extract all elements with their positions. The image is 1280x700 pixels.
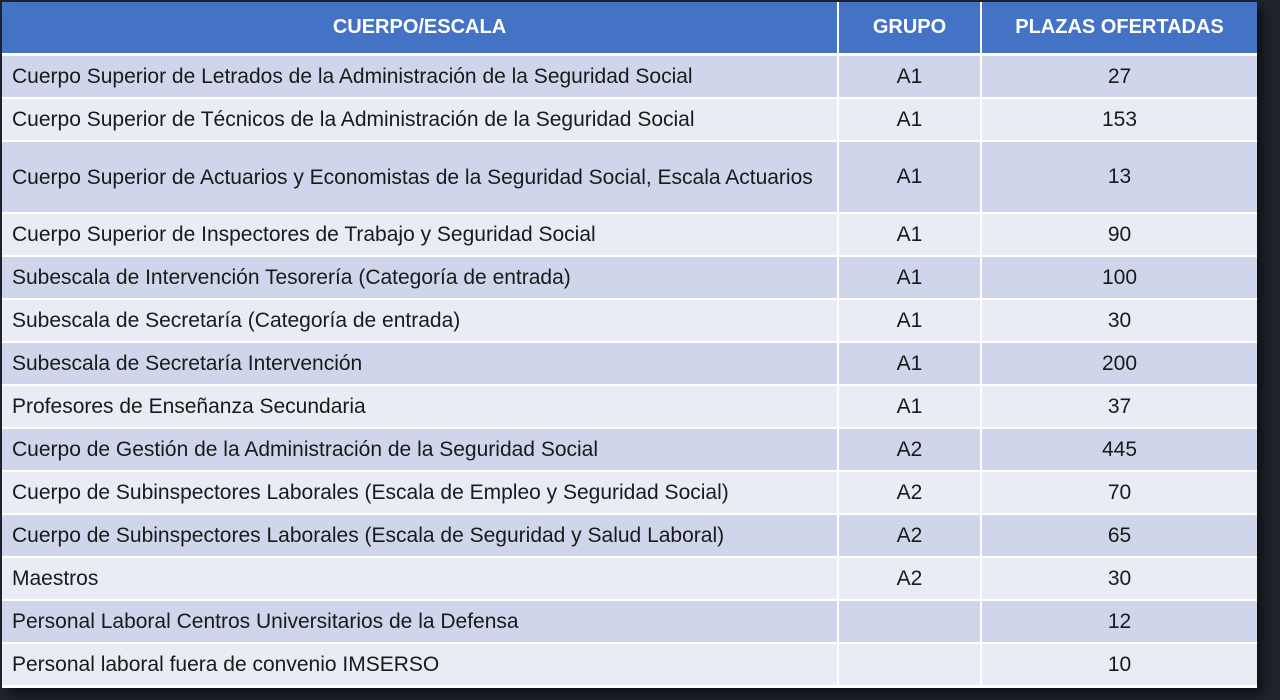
header-cuerpo-escala: CUERPO/ESCALA: [2, 2, 838, 55]
table-row: [2, 256, 1257, 299]
cell-cuerpo: Cuerpo Superior de Inspectores de Trabajo y Seguridad Social: [2, 213, 838, 256]
cell-cuerpo: Subescala de Secretaría Intervención: [2, 342, 838, 385]
cell-plazas: 90: [981, 213, 1257, 256]
cell-grupo: A2: [838, 557, 981, 600]
table-row: [2, 299, 1257, 342]
cell-plazas: 30: [981, 557, 1257, 600]
positions-table: [2, 2, 1257, 687]
cell-grupo: A1: [838, 213, 981, 256]
cell-plazas: 200: [981, 342, 1257, 385]
cell-plazas: 100: [981, 256, 1257, 299]
cell-cuerpo: Cuerpo de Subinspectores Laborales (Escala de Empleo y Seguridad Social): [2, 471, 838, 514]
cell-cuerpo: Subescala de Secretaría (Categoría de entrada): [2, 299, 838, 342]
cell-grupo: A1: [838, 385, 981, 428]
table-header-row: [2, 2, 1257, 55]
table-row: [2, 514, 1257, 557]
cell-cuerpo: Subescala de Intervención Tesorería (Categoría de entrada): [2, 256, 838, 299]
header-grupo: GRUPO: [838, 2, 981, 55]
cell-grupo: A1: [838, 256, 981, 299]
cell-grupo: A1: [838, 141, 981, 213]
cell-grupo: A2: [838, 514, 981, 557]
cell-grupo: A1: [838, 98, 981, 141]
cell-cuerpo: Maestros: [2, 557, 838, 600]
cell-plazas: 445: [981, 428, 1257, 471]
cell-cuerpo: Cuerpo Superior de Letrados de la Administración de la Seguridad Social: [2, 55, 838, 99]
cell-cuerpo: Personal Laboral Centros Universitarios de la Defensa: [2, 600, 838, 643]
cell-cuerpo: Personal laboral fuera de convenio IMSERSO: [2, 643, 838, 686]
table-row: [2, 643, 1257, 686]
table-row: [2, 342, 1257, 385]
cell-grupo: [838, 643, 981, 686]
table-row: [2, 213, 1257, 256]
cell-plazas: 12: [981, 600, 1257, 643]
cell-plazas: 153: [981, 98, 1257, 141]
cell-grupo: A1: [838, 299, 981, 342]
cell-plazas: 27: [981, 55, 1257, 99]
table-row: [2, 98, 1257, 141]
table-row: [2, 55, 1257, 99]
table-row: [2, 471, 1257, 514]
cell-plazas: 30: [981, 299, 1257, 342]
cell-plazas: 70: [981, 471, 1257, 514]
cell-grupo: A2: [838, 471, 981, 514]
header-plazas-ofertadas: PLAZAS OFERTADAS: [981, 2, 1257, 55]
cell-cuerpo: Cuerpo de Subinspectores Laborales (Escala de Seguridad y Salud Laboral): [2, 514, 838, 557]
cell-plazas: 10: [981, 643, 1257, 686]
cell-plazas: 37: [981, 385, 1257, 428]
cell-grupo: A2: [838, 428, 981, 471]
positions-table-container: [2, 2, 1257, 688]
cell-grupo: A1: [838, 342, 981, 385]
cell-cuerpo: Cuerpo Superior de Actuarios y Economistas de la Seguridad Social, Escala Actuarios: [2, 141, 838, 213]
cell-grupo: A1: [838, 55, 981, 99]
table-row: [2, 600, 1257, 643]
table-row: [2, 141, 1257, 213]
table-row: [2, 385, 1257, 428]
cell-plazas: 13: [981, 141, 1257, 213]
cell-plazas: 65: [981, 514, 1257, 557]
cell-cuerpo: Profesores de Enseñanza Secundaria: [2, 385, 838, 428]
table-row: [2, 557, 1257, 600]
cell-cuerpo: Cuerpo Superior de Técnicos de la Administración de la Seguridad Social: [2, 98, 838, 141]
cell-cuerpo: Cuerpo de Gestión de la Administración de la Seguridad Social: [2, 428, 838, 471]
cell-grupo: [838, 600, 981, 643]
table-row: [2, 428, 1257, 471]
